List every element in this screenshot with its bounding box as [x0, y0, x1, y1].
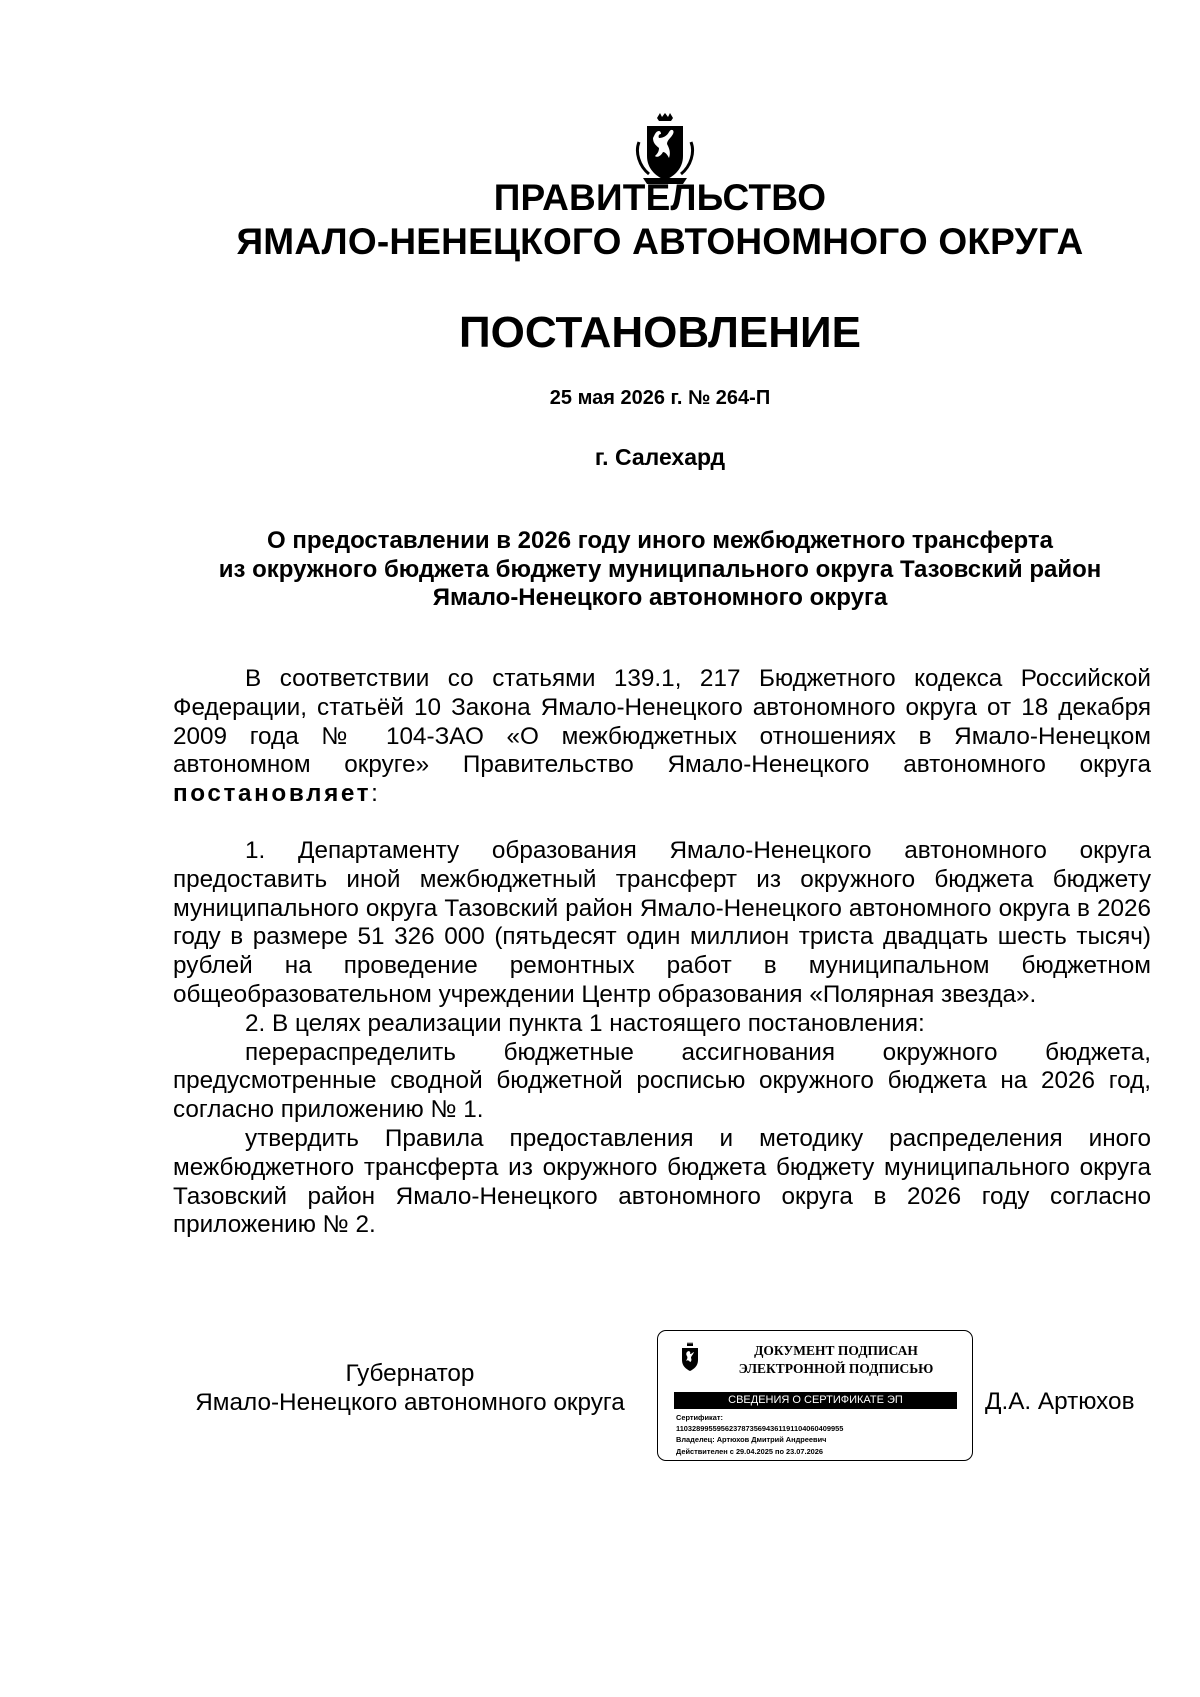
city: г. Салехард — [594, 444, 726, 470]
certificate-info-bar: СВЕДЕНИЯ О СЕРТИФИКАТЕ ЭП — [674, 1392, 957, 1409]
preamble — [173, 665, 1151, 809]
stamp-header-line2: ЭЛЕКТРОННОЙ ПОДПИСЬЮ — [738, 1361, 934, 1376]
signatory-name: Д.А. Артюхов — [985, 1388, 1135, 1415]
certificate-number: 11032899559562378735694361191104060409955 — [676, 1424, 844, 1434]
preamble-end: : — [371, 780, 378, 808]
certificate-details — [676, 1412, 966, 1457]
stamp-header — [730, 1342, 942, 1378]
title-line-2: из окружного бюджета бюджету муниципального округа Тазовский район — [218, 555, 1102, 583]
resolution-keyword: постановляет — [173, 780, 372, 808]
item-2: 2. В целях реализации пункта 1 настоящего постановления: — [245, 1009, 925, 1037]
electronic-signature-stamp — [657, 1330, 973, 1461]
certificate-validity: Действителен с 29.04.2025 по 23.07.2026 — [676, 1446, 824, 1456]
signatory-position — [160, 1359, 660, 1417]
stamp-coat-of-arms-icon — [679, 1342, 701, 1372]
date-and-number: 25 мая 2026 г. № 264-П — [549, 387, 771, 409]
title-line-3: Ямало-Ненецкого автономного округа — [432, 584, 888, 611]
certificate-label: Сертификат: — [676, 1413, 723, 1422]
operative-part — [173, 837, 1151, 1240]
item-2-subparagraph-2: утвердить Правила предоставления и методику распределения иного межбюджетного трансферта из окружного бюджета бюджету муниципального округа Тазовский район Ямало-Ненецкого автономного округа в 2026 году согласно приложению № 2. — [173, 1124, 1151, 1239]
document-type: ПОСТАНОВЛЕНИЕ — [458, 308, 862, 357]
document-title — [170, 527, 1150, 613]
certificate-owner: Владелец: Артюхов Дмитрий Андреевич — [676, 1435, 827, 1445]
preamble-paragraph — [173, 665, 1151, 809]
item-1: 1. Департаменту образования Ямало-Ненецкого автономного округа предоставить иной межбюджетный трансферт из окружного бюджета бюджету муниципального округа Тазовский район Ямало-Ненецкого автономного округа в 2026 году в размере 51 326 000 (пятьдесят один миллион триста двадцать шесть тысяч) рублей на проведение ремонтных работ в муниципальном бюджетном общеобразовательном учреждении Центр образования «Полярная звезда». — [173, 837, 1151, 1008]
title-line-1: О предоставлении в 2026 году иного межбюджетного трансферта — [267, 527, 1053, 554]
position-line-2: Ямало-Ненецкого автономного округа — [195, 1389, 625, 1416]
org-name-line1: ПРАВИТЕЛЬСТВО — [493, 177, 827, 218]
org-name-line2: ЯМАЛО-НЕНЕЦКОГО АВТОНОМНОГО ОКРУГА — [236, 221, 1084, 262]
preamble-text: В соответствии со статьями 139.1, 217 Бюджетного кодекса Российской Федерации, статьёй 10 Закона Ямало-Ненецкого автономного округа от 18 декабря 2009 года № 104-ЗАО «О межбюджетных отношениях в Ямало-Ненецком автономном округе» Правительство Ямало-Ненецкого автономного округа — [173, 665, 1151, 779]
stamp-header-line1: ДОКУМЕНТ ПОДПИСАН — [754, 1343, 918, 1358]
position-line-1: Губернатор — [345, 1360, 475, 1387]
item-2-subparagraph-1: перераспределить бюджетные ассигнования окружного бюджета, предусмотренные сводной бюджетной росписью окружного бюджета на 2026 год, согласно приложению № 1. — [173, 1038, 1151, 1124]
